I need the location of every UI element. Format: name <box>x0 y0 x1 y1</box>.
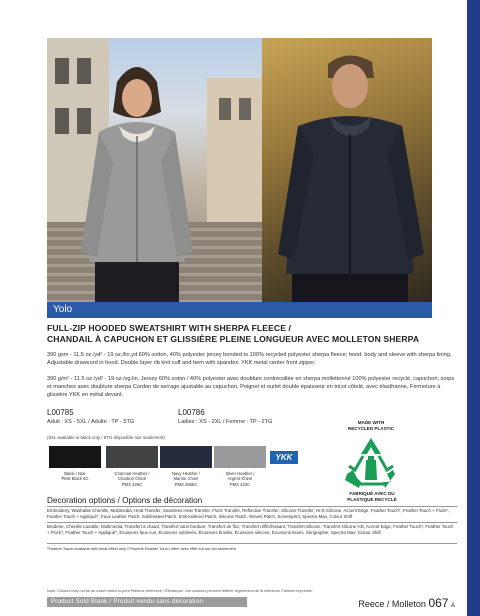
color-swatch-silver <box>214 446 266 468</box>
ykk-logo: YKK <box>270 451 298 464</box>
size-range-ladies: Ladies : XS - 2XL / Femme : TP - 2TG <box>178 419 273 425</box>
section-name: Reece / Molleton <box>358 599 426 609</box>
recycle-label-fr: FABRIQUÉ AVEC DU PLASTIQUE RECYCLÉ <box>347 491 397 502</box>
size-range-adult: Adult : XS - 5XL / Adulte : TP - 5TG <box>47 419 135 425</box>
page-footer <box>358 596 455 610</box>
model-man <box>278 44 428 302</box>
color-swatch-charcoal <box>106 446 158 468</box>
divider <box>47 543 457 544</box>
brand-label-bar <box>47 302 432 318</box>
product-sold-blank-bar: Product Sold Blank / Produit vendu sans décoration <box>47 597 247 607</box>
decoration-title: Decoration options / Options de décoration <box>47 496 203 505</box>
product-photo-women <box>47 38 263 302</box>
product-title-fr: CHANDAIL À CAPUCHON ET GLISSIÈRE PLEINE LONGUEUR AVEC MOLLETON SHERPA <box>47 334 420 344</box>
description-en: 390 gsm - 11.5 oz./yd² - 19 oz./lin.yd 60% cotton, 40% polyester jersey bonded to 100% recycled polyester sherpa fleece; hood, body and sleeve with sherpa lining, Adjustable drawcord in hood. Double layer rib knit cuff and hem with spandex. YKK metal center front zipper. <box>47 352 452 366</box>
color-swatch-black <box>49 446 101 468</box>
window <box>55 108 69 134</box>
availability-note: (5XL available in black only / 5TG disponible noir seulement) <box>47 435 165 440</box>
window <box>219 98 231 120</box>
style-code-ladies: L00786 <box>178 408 205 417</box>
building-right <box>207 78 263 238</box>
swatch-label-charcoal: Charcoal Heather / Charbon Chiné PMS 426C <box>114 471 150 487</box>
feather-touch-footnote: *Feather Touch available with tonal effect only / Procédé Feather Touch offert avec effet ton sur ton seulement <box>47 546 236 551</box>
window <box>239 98 251 120</box>
product-title-en: FULL-ZIP HOODED SWEATSHIRT WITH SHERPA FLEECE / <box>47 323 292 333</box>
recycle-bottle-icon <box>341 434 401 490</box>
description-fr: 390 g/m² - 11.5 oz./yd² - 19 oz./vg.lin. Jersey 60% coton / 40% polyester avec doublure contrecollée en sherpa mollettonné 100% polyester recyclé, capuchon, corps et manches avec doublure sherpa Cordon de serrage ajustable au capuchon. Poignet et ourlet double épaisseur en tricot côtelé, avec élasthanne, Fermeture à glissière YKK en métal devant. <box>47 376 455 398</box>
window <box>55 58 69 84</box>
color-swatch-navy <box>160 446 212 468</box>
swatch-label-navy: Navy Heather / Marine Chiné PMS 2965C <box>172 471 200 487</box>
style-code-adult: L00785 <box>47 408 74 417</box>
colour-note: Note: Colours may not be an exact match to print Pantone reference / Remarque: Les couleurs peuvent différer légèrement de la référence Pantone imprimée. <box>47 589 314 593</box>
swatch-label-silver: Silver Heather / Argent Chiné PMS 423C <box>225 471 255 487</box>
model-woman <box>77 52 197 302</box>
product-photo-men <box>262 38 432 302</box>
swatch-label-black: Black / Noir PMS Black 6C <box>61 471 89 482</box>
brand-label: Yolo <box>53 304 73 315</box>
page-number: 067 <box>428 596 449 610</box>
divider <box>47 506 457 507</box>
page-suffix: A <box>450 603 455 609</box>
side-accent-bar <box>467 0 480 616</box>
divider <box>47 522 457 523</box>
recycle-label-en: MADE WITH RECYCLED PLASTIC <box>347 420 395 431</box>
decoration-options-en: Embroidery, Washable Chenille, Multimedia, Heat Transfer, Seamless Heat Transfer, Flock Transfer, Reflective Transfer, Silicone Transfer, Hi-D Silicone, Accent Edge, Feather Touch*, Feather Touch + Flock*, Feather Touch + Appliqué*, Faux Leather Patch, Sublimated Patch, Embroidered Patch, Silicone Patch, Woven Patch, Screenprint, Spectra Max, Colour Shift <box>47 508 450 519</box>
decoration-options-fr: Broderie, Chenille Lavable, Multimedia, Transfert à chaud, Transfert sans bordure, Transfert de floc, Transfert réfléchissant, Transfert silicone, Transfert silicone HD, Accent Edge, Feather Touch*, Feather Touch + Flock*, Feather Touch + Appliqué*, Écussons faux cuir, Écussons sublimés, Écussons brodés, Écussons silicone, Écussons tissés, Sérigraphie, Spectra Max, Colour Shift <box>47 524 454 535</box>
